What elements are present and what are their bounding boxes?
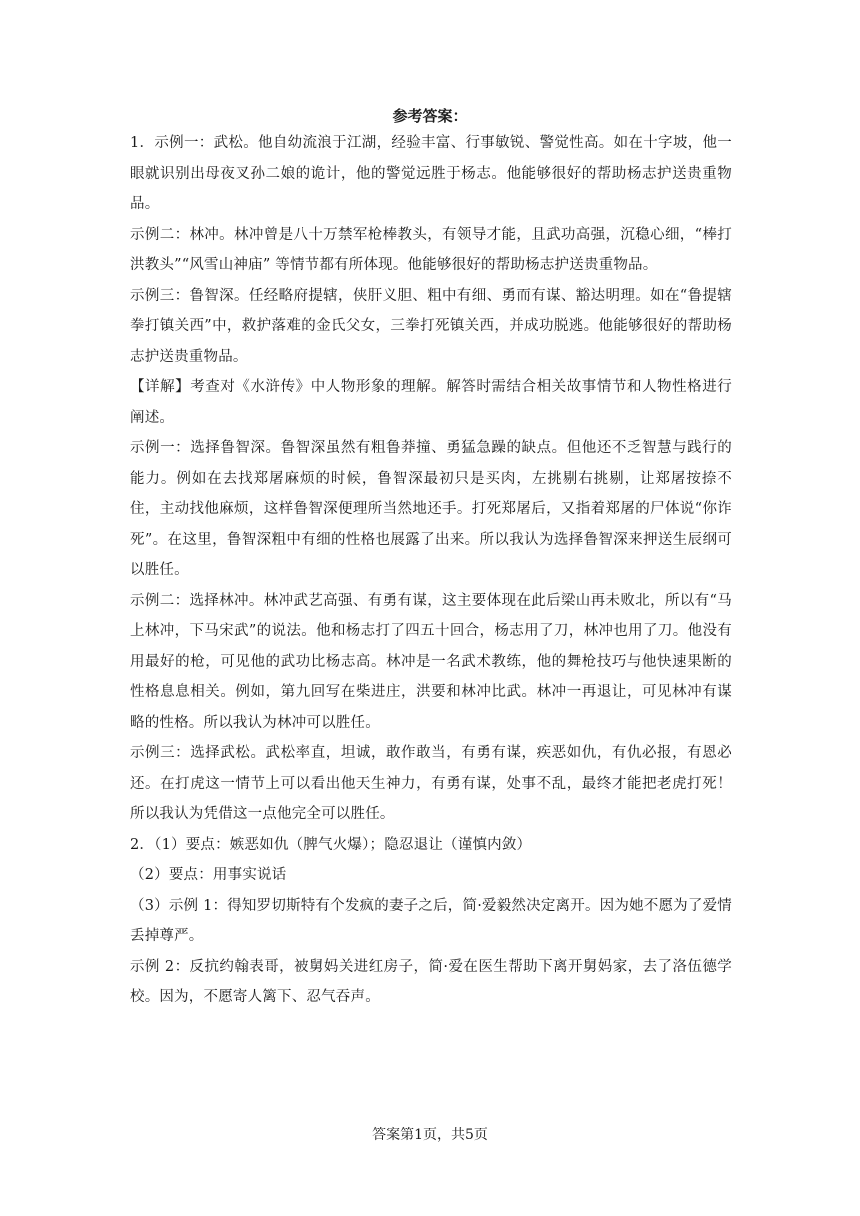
answer-2-part-3-example-1: （3）示例 1：得知罗切斯特有个发疯的妻子之后，简·爱毅然决定离开。因为她不愿为了爱情丢掉尊严。	[130, 897, 732, 944]
answer-1-example-2: 示例二：林冲。林冲曾是八十万禁军枪棒教头，有领导才能，且武功高强，沉稳心细，“棒打洪教头”“风雪山神庙” 等情节都有所体现。他能够很好的帮助杨志护送贵重物品。	[130, 226, 732, 273]
detailed-explanation: 【详解】考查对《水浒传》中人物形象的理解。解答时需结合相关故事情节和人物性格进行阐述。	[130, 379, 732, 426]
answer-2-part-2: （2）要点：用事实说话	[130, 867, 287, 883]
answer-2-part-1: 2．（1）要点：嫉恶如仇（脾气火爆）；隐忍退让（谨慎内敛）	[130, 836, 532, 853]
answer-content	[130, 128, 732, 1013]
explanation-example-1: 示例一：选择鲁智深。鲁智深虽然有粗鲁莽撞、勇猛急躁的缺点。但他还不乏智慧与践行的能力。例如在去找郑屠麻烦的时候，鲁智深最初只是买肉，左挑剔右挑剔，让郑屠按捺不住，主动找他麻烦，这样鲁智深便理所当然地还手。打死郑屠后，又指着郑屠的尸体说“你诈死”。在这里，鲁智深粗中有细的性格也展露了出来。所以我认为选择鲁智深来押送生辰纲可以胜任。	[130, 440, 732, 578]
answer-2-part-3-example-2: 示例 2：反抗约翰表哥，被舅妈关进红房子，简·爱在医生帮助下离开舅妈家，去了洛伍德学校。因为，不愿寄人篱下、忍气吞声。	[130, 958, 732, 1005]
explanation-example-2: 示例二：选择林冲。林冲武艺高强、有勇有谋，这主要体现在此后梁山再未败北，所以有“马上林冲，下马宋武”的说法。他和杨志打了四五十回合，杨志用了刀，林冲也用了刀。他没有用最好的枪，可见他的武功比杨志高。林冲是一名武术教练，他的舞枪技巧与他快速果断的性格息息相关。例如，第九回写在柴进庄，洪要和林冲比武。林冲一再退让，可见林冲有谋略的性格。所以我认为林冲可以胜任。	[130, 592, 732, 731]
explanation-example-3: 示例三：选择武松。武松率直，坦诚，敢作敢当，有勇有谋，疾恶如仇，有仇必报，有恩必还。在打虎这一情节上可以看出他天生神力，有勇有谋，处事不乱，最终才能把老虎打死！所以我认为凭借这一点他完全可以胜任。	[130, 745, 732, 822]
page-title: 参考答案：	[392, 107, 468, 125]
answer-1-example-3: 示例三：鲁智深。任经略府提辖，侠肝义胆、粗中有细、勇而有谋、豁达明理。如在“鲁提辖拳打镇关西”中，救护落难的金氏父女，三拳打死镇关西，并成功脱逃。他能够很好的帮助杨志护送贵重物品。	[130, 287, 732, 365]
answer-1-example-1: 1．示例一：武松。他自幼流浪于江湖，经验丰富、行事敏锐、警觉性高。如在十字坡，他一眼就识别出母夜叉孙二娘的诡计，他的警觉远胜于杨志。他能够很好的帮助杨志护送贵重物品。	[130, 135, 732, 212]
page-footer: 答案第1页，共5页	[372, 1127, 488, 1143]
